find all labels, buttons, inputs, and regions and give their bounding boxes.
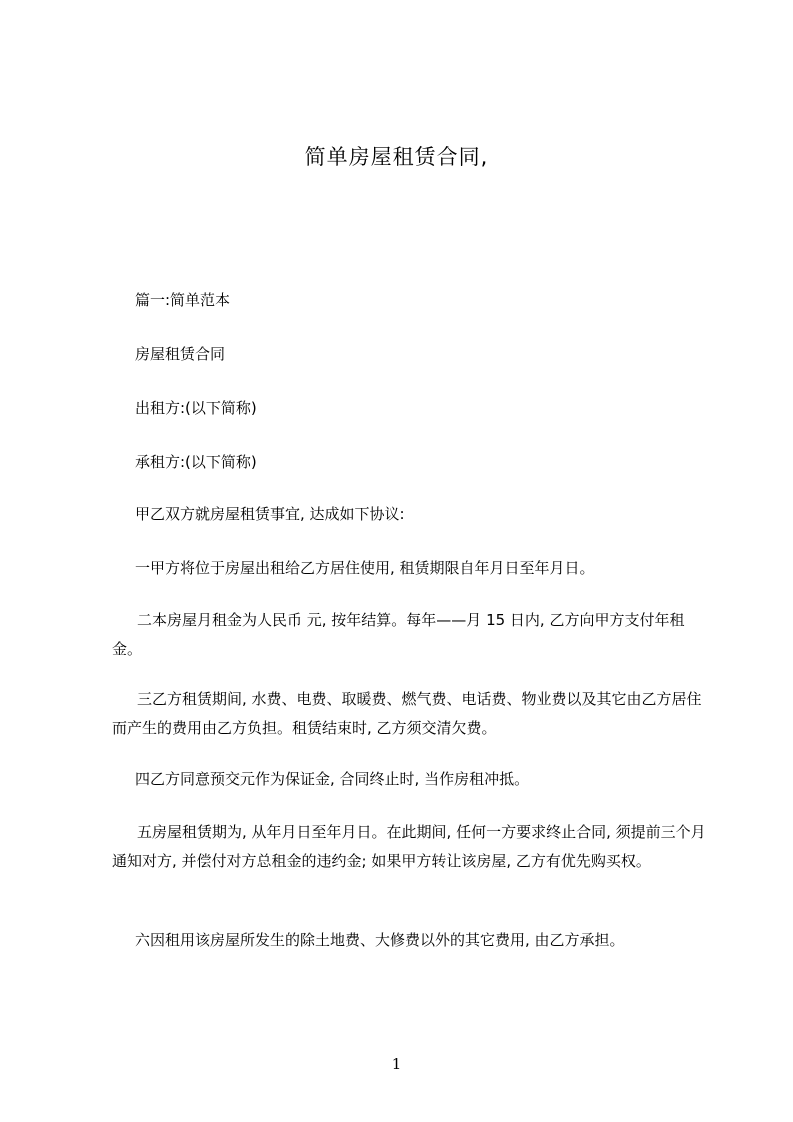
lessee-line: 承租方:(以下简称) <box>135 453 257 471</box>
section-heading: 篇一:简单范本 <box>135 291 231 309</box>
clause-2: 二本房屋月租金为人民币 元, 按年结算。每年——月 15 日内, 乙方向甲方支付年租金。 <box>112 611 685 658</box>
clause-4: 四乙方同意预交元作为保证金, 合同终止时, 当作房租冲抵。 <box>135 770 530 788</box>
clause-5: 五房屋租赁期为, 从年月日至年月日。在此期间, 任何一方要求终止合同, 须提前三个月通知对方, 并偿付对方总租金的违约金; 如果甲方转让该房屋, 乙方有优先购买权。 <box>112 823 706 870</box>
lessor-line: 出租方:(以下简称) <box>135 399 257 417</box>
clause-6: 六因租用该房屋所发生的除土地费、大修费以外的其它费用, 由乙方承担。 <box>135 931 625 949</box>
clause-3: 三乙方租赁期间, 水费、电费、取暖费、燃气费、电话费、物业费以及其它由乙方居住而产生的费用由乙方负担。租赁结束时, 乙方须交清欠费。 <box>112 690 702 737</box>
page-number: 1 <box>391 1055 402 1073</box>
document-title: 简单房屋租赁合同, <box>304 145 489 169</box>
contract-name: 房屋租赁合同 <box>135 345 226 363</box>
agreement-intro: 甲乙双方就房屋租赁事宜, 达成如下协议: <box>135 505 405 523</box>
clause-1: 一甲方将位于房屋出租给乙方居住使用, 租赁期限自年月日至年月日。 <box>135 559 595 577</box>
